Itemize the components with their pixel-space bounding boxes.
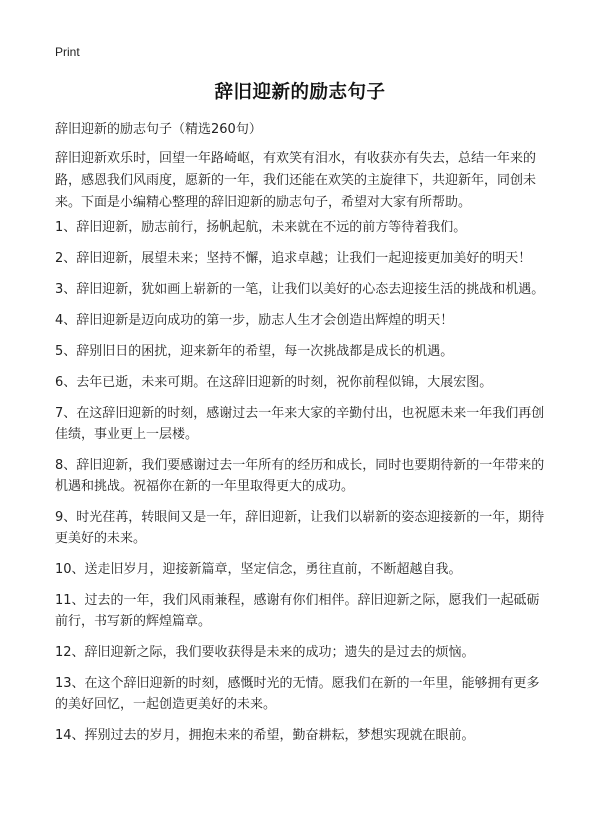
quote-item-5: 5、辞别旧日的困扰，迎来新年的希望，每一次挑战都是成长的机遇。 <box>55 344 454 359</box>
article-subtitle: 辞旧迎新的励志句子（精选260句） <box>55 122 262 137</box>
quote-item-8: 8、辞旧迎新，我们要感谢过去一年所有的经历和成长，同时也要期待新的一年带来的机遇和挑战。祝福你在新的一年里取得更大的成功。 <box>55 458 545 494</box>
quote-item-3: 3、辞旧迎新，犹如画上崭新的一笔，让我们以美好的心态去迎接生活的挑战和机遇。 <box>55 282 545 297</box>
quote-item-14: 14、挥别过去的岁月，拥抱未来的希望，勤奋耕耘，梦想实现就在眼前。 <box>55 728 475 743</box>
quote-item-10: 10、送走旧岁月，迎接新篇章，坚定信念，勇往直前，不断超越自我。 <box>55 562 462 577</box>
quote-item-2: 2、辞旧迎新，展望未来；坚持不懈，追求卓越；让我们一起迎接更加美好的明天！ <box>55 251 532 266</box>
print-link[interactable]: Print <box>55 45 80 59</box>
quote-list <box>55 217 547 756</box>
quote-item-6: 6、去年已逝，未来可期。在这辞旧迎新的时刻，祝你前程似锦，大展宏图。 <box>55 375 493 390</box>
intro-paragraph: 辞旧迎新欢乐时，回望一年路崎岖，有欢笑有泪水，有收获亦有失去，总结一年来的路，感恩我们风雨度，愿新的一年，我们还能在欢笑的主旋律下，共迎新年，同创未来。下面是小编精心整理的辞旧迎新的励志句子，希望对大家有所帮助。 <box>55 151 537 210</box>
page-title: 辞旧迎新的励志句子 <box>214 82 386 103</box>
quote-item-7: 7、在这辞旧迎新的时刻，感谢过去一年来大家的辛勤付出，也祝愿未来一年我们再创佳绩，事业更上一层楼。 <box>55 406 545 442</box>
quote-item-13: 13、在这个辞旧迎新的时刻，感慨时光的无情。愿我们在新的一年里，能够拥有更多的美好回忆，一起创造更美好的未来。 <box>55 676 540 712</box>
quote-item-9: 9、时光荏苒，转眼间又是一年，辞旧迎新，让我们以崭新的姿态迎接新的一年，期待更美好的未来。 <box>55 510 545 546</box>
quote-item-12: 12、辞旧迎新之际，我们要收获得是未来的成功；遗失的是过去的烦恼。 <box>55 645 475 660</box>
quote-item-4: 4、辞旧迎新是迈向成功的第一步，励志人生才会创造出辉煌的明天！ <box>55 313 454 328</box>
quote-item-1: 1、辞旧迎新，励志前行，扬帆起航，未来就在不远的前方等待着我们。 <box>55 220 467 235</box>
quote-item-11: 11、过去的一年，我们风雨兼程，感谢有你们相伴。辞旧迎新之际，愿我们一起砥砺前行，书写新的辉煌篇章。 <box>55 593 540 629</box>
